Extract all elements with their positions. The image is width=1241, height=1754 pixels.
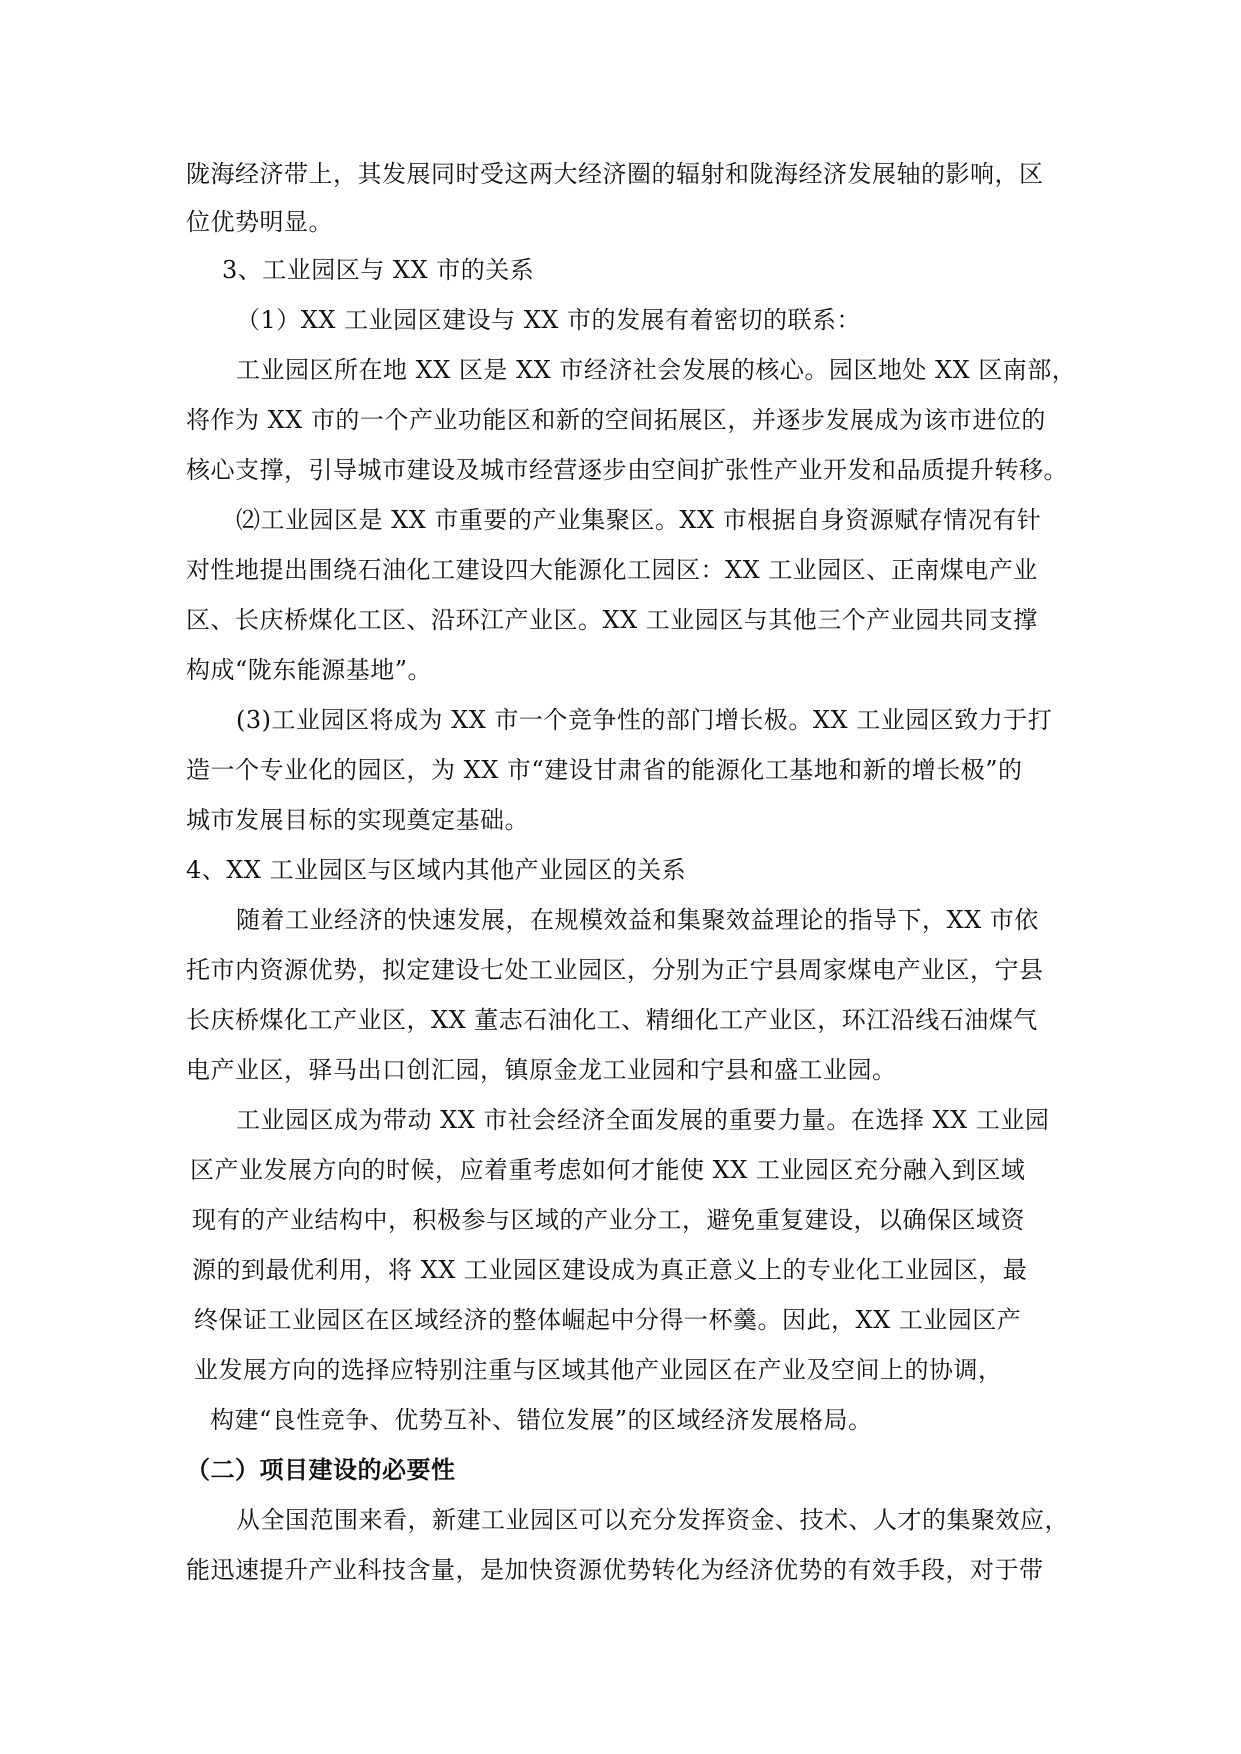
- chapter-heading: （二）项目建设的必要性: [186, 1455, 456, 1484]
- paragraph-line: 从全国范围来看，新建工业园区可以充分发挥资金、技术、人才的集聚效应，: [236, 1506, 1069, 1534]
- paragraph-line: 构建“良性竞争、优势互补、错位发展”的区域经济发展格局。: [210, 1406, 873, 1434]
- paragraph-line: 工业园区成为带动 XX 市社会经济全面发展的重要力量。在选择 XX 工业园: [236, 1106, 1050, 1134]
- paragraph-line: 能迅速提升产业科技含量，是加快资源优势转化为经济优势的有效手段，对于带: [186, 1556, 1044, 1584]
- paragraph-line: 陇海经济带上，其发展同时受这两大经济圈的辐射和陇海经济发展轴的影响，区: [186, 160, 1044, 188]
- paragraph-line: 业发展方向的选择应特别注重与区域其他产业园区在产业及空间上的协调，: [194, 1356, 1003, 1384]
- paragraph-line: 位优势明显。: [186, 208, 333, 236]
- section-heading: 4、XX 工业园区与区域内其他产业园区的关系: [186, 856, 687, 884]
- paragraph-line: 造一个专业化的园区，为 XX 市“建设甘肃省的能源化工基地和新的增长极”的: [186, 756, 1023, 784]
- paragraph-line: 随着工业经济的快速发展，在规模效益和集聚效益理论的指导下，XX 市依: [236, 906, 1039, 934]
- paragraph-line: (3)工业园区将成为 XX 市一个竞争性的部门增长极。XX 工业园区致力于打: [236, 706, 1053, 734]
- paragraph-line: 核心支撑，引导城市建设及城市经营逐步由空间扩张性产业开发和品质提升转移。: [186, 456, 1068, 484]
- paragraph-line: 终保证工业园区在区域经济的整体崛起中分得一杯羹。因此，XX 工业园区产: [194, 1306, 1022, 1334]
- subsection-heading: （1）XX 工业园区建设与 XX 市的发展有着密切的联系：: [236, 306, 861, 334]
- paragraph-line: 构成“陇东能源基地”。: [186, 656, 433, 684]
- paragraph-line: 源的到最优利用，将 XX 工业园区建设成为真正意义上的专业化工业园区，最: [192, 1256, 1028, 1284]
- paragraph-line: 长庆桥煤化工产业区，XX 董志石油化工、精细化工产业区，环江沿线石油煤气: [186, 1006, 1038, 1034]
- section-heading: 3、工业园区与 XX 市的关系: [222, 256, 535, 284]
- paragraph-line: 工业园区所在地 XX 区是 XX 市经济社会发展的核心。园区地处 XX 区南部，: [236, 356, 1077, 384]
- paragraph-line: 将作为 XX 市的一个产业功能区和新的空间拓展区，并逐步发展成为该市进位的: [186, 406, 1046, 434]
- paragraph-line: 区产业发展方向的时候，应着重考虑如何才能使 XX 工业园区充分融入到区域: [190, 1156, 1026, 1184]
- paragraph-line: 城市发展目标的实现奠定基础。: [186, 806, 529, 834]
- paragraph-line: 现有的产业结构中，积极参与区域的产业分工，避免重复建设，以确保区域资: [192, 1206, 1025, 1234]
- paragraph-line: ⑵工业园区是 XX 市重要的产业集聚区。XX 市根据自身资源赋存情况有针: [236, 506, 1042, 534]
- paragraph-line: 电产业区，驿马出口创汇园，镇原金龙工业园和宁县和盛工业园。: [186, 1056, 897, 1084]
- paragraph-line: 对性地提出围绕石油化工建设四大能源化工园区：XX 工业园区、正南煤电产业: [186, 556, 1038, 584]
- paragraph-line: 托市内资源优势，拟定建设七处工业园区，分别为正宁县周家煤电产业区，宁县: [186, 956, 1044, 984]
- paragraph-line: 区、长庆桥煤化工区、沿环江产业区。XX 工业园区与其他三个产业园共同支撑: [186, 606, 1038, 634]
